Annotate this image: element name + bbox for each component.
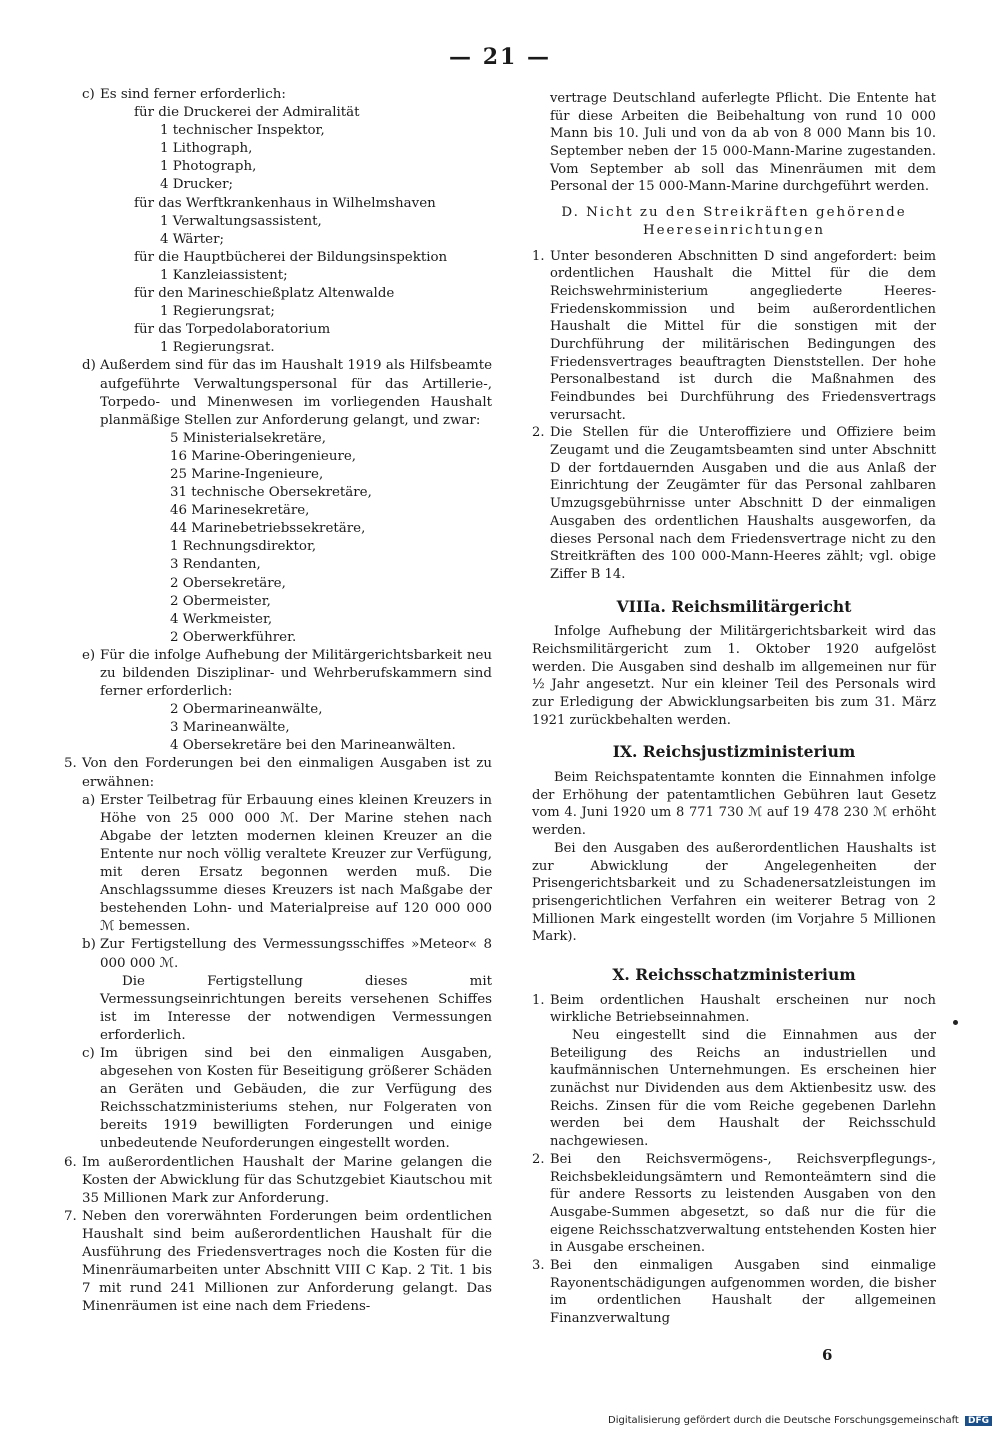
item-x2 [532, 1151, 936, 1257]
item-d-label: d) [82, 358, 96, 374]
item-5c [82, 1045, 492, 1154]
item-x3-label: 3. [532, 1257, 545, 1273]
item-x2-label: 2. [532, 1151, 545, 1167]
item-c-list-line: 1 Kanzleiassistent; [160, 267, 288, 283]
item-e-list-line: 2 Obermarineanwälte, [170, 702, 323, 718]
item-e-list-line: 4 Obersekretäre bei den Marineanwälten. [170, 738, 456, 754]
item-d-list-line: 25 Marine-Ingenieure, [170, 466, 324, 482]
item-c-list-line: für den Marineschießplatz Altenwalde [134, 286, 395, 302]
item-d-list-line: 4 Werkmeister, [170, 611, 273, 627]
item-d-list-line: 44 Marinebetriebssekretäre, [170, 521, 366, 537]
item-d1-label: 1. [532, 248, 545, 264]
item-c-list-line: 1 technischer Inspektor, [160, 123, 325, 139]
right-column [532, 90, 936, 1328]
section-d-heading-line2: Heereseinrichtungen [642, 222, 826, 238]
item-d-list-line: 5 Ministerialsekretäre, [170, 430, 326, 446]
item-c-list-line: für die Druckerei der Admiralität [134, 105, 360, 121]
item-d-list-line: 16 Marine-Oberingenieure, [170, 448, 357, 464]
digitization-footer [608, 1415, 992, 1426]
item-d1-text: Unter besonderen Abschnitten D sind angefordert: beim ordentlichen Haushalt die Mittel für die dem Reichswehrministerium angegliederte Heeres-Friedenskommission und beim außerordentlichen Haushalt die Mittel für die sonstigen mit der Durchführung der militärischen Bedingungen des Friedensvertrages beauftragten Dienststellen. Der hohe Personalbestand ist durch die Maßnahmen des Feindbundes bei Durchführung des Friedensvertrags verursacht. [550, 248, 936, 423]
item-d-text: Außerdem sind für das im Haushalt 1919 als Hilfsbeamte aufgeführte Verwaltungspersonal für das Artillerie-, Torpedo- und Minenwesen im vorliegenden Haushalt planmäßige Stellen zur Anforderung gelangt, und zwar: [100, 358, 492, 428]
item-5-label: 5. [64, 756, 77, 772]
item-d-list-line: 2 Oberwerkführer. [170, 629, 297, 645]
item-c-list-line: 4 Drucker; [160, 177, 233, 193]
item-d2-label: 2. [532, 425, 545, 441]
item-5b [82, 936, 492, 1045]
item-5c-text: Im übrigen sind bei den einmaligen Ausgaben, abgesehen von Kosten für Beseitigung größerer Schäden an Geräten und Gebäuden, die zur Verfügung des Reichsschatzministeriums stehen, nur Folgeraten von bereits 1919 bewilligten Forderungen und einige unbedeutende Neuforderungen eingestellt worden. [100, 1045, 492, 1152]
item-x1 [532, 992, 936, 1151]
item-c-list-line: für das Torpedolaboratorium [134, 322, 331, 338]
section-viiia-text: Infolge Aufhebung der Militärgerichtsbarkeit wird das Reichsmilitärgericht zum 1. Oktober 1920 aufgelöst werden. Die Ausgaben sind deshalb im allgemeinen nur für ½ Jahr angesetzt. Nur ein kleiner Teil des Personals wird zur Erledigung der Abwicklungsarbeiten bis zum 31. März 1921 zurückbehalten werden. [532, 624, 936, 728]
item-c-list-line: 1 Verwaltungsassistent, [160, 213, 322, 229]
item-5a-text: Erster Teilbetrag für Erbauung eines kleinen Kreuzers in Höhe von 25 000 000 ℳ. Der Marine stehen nach Abgabe der letzten modernen kleinen Kreuzer an die Entente nur noch völlig veraltete Kreuzer zur Verfügung, mit deren Ersatz begonnen werden muß. Die Anschlagssumme dieses Kreuzers ist nach Maßgabe der bestehenden Lohn- und Materialpreise auf 120 000 000 ℳ bemessen. [100, 792, 492, 935]
signature-mark: 6 [822, 1346, 833, 1364]
item-x3 [532, 1257, 936, 1328]
item-x3-text: Bei den einmaligen Ausgaben sind einmalige Rayonentschädigungen aufgenommen worden, die bisher im ordentlichen Haushalt der allgemeinen Finanzverwaltung [550, 1257, 936, 1326]
item-c-list [100, 104, 492, 357]
left-column [64, 86, 492, 1316]
item-x1-label: 1. [532, 992, 545, 1008]
item-c-list-line: 1 Regierungsrat; [160, 304, 275, 320]
item-e [82, 647, 492, 756]
item-d-list-line: 31 technische Obersekretäre, [170, 485, 372, 501]
section-d-heading-line1: D. Nicht zu den Streikräften gehörende [561, 205, 907, 221]
dfg-logo: DFG [965, 1416, 992, 1426]
page-number: — 21 — [449, 44, 551, 70]
item-5a-label: a) [82, 792, 96, 808]
item-d-list-line: 2 Obermeister, [170, 593, 271, 609]
item-c-label: c) [82, 87, 95, 102]
section-ix-text2: Bei den Ausgaben des außerordentlichen Haushalts ist zur Abwicklung der Angelegenheiten der Prisengerichtsbarkeit und zu Schadenersatzleistungen im prisengerichtlichen Verfahren ein weiterer Betrag von 2 Millionen Mark eingestellt worden (im Vorjahre 5 Millionen Mark). [532, 840, 936, 945]
item-c-list-line: 1 Regierungsrat. [160, 340, 275, 356]
item-7 [64, 1208, 492, 1317]
item-e-list [100, 701, 492, 755]
item-d-list-line: 1 Rechnungsdirektor, [170, 539, 317, 555]
item-7-label: 7. [64, 1208, 77, 1224]
item-d2 [532, 424, 936, 583]
item-c [82, 86, 492, 357]
item-e-label: e) [82, 647, 96, 663]
item-d-list-line: 3 Rendanten, [170, 557, 261, 573]
item-c-list-line: 1 Photograph, [160, 159, 257, 175]
item-c-list-line: 1 Lithograph, [160, 141, 253, 157]
item-e-list-line: 3 Marineanwälte, [170, 720, 290, 736]
item-x1-text: Beim ordentlichen Haushalt erscheinen nur noch wirkliche Betriebseinnahmen. [550, 992, 936, 1026]
item-d2-text: Die Stellen für die Unteroffiziere und Offiziere beim Zeugamt und die Zeugamtsbeamten sind unter Abschnitt D der fortdauernden Ausgaben und die aus Anlaß der Einrichtung der Zeugämter für das Personal zahlbaren Umzugsgebührnisse unter Abschnitt D der einmaligen Ausgaben des ordentlichen Haushalts ausgeworfen, da dieses Personal nach dem Friedensvertrage nicht zu den Streitkräften des 100 000-Mann-Heeres zählt; vgl. obige Ziffer B 14. [550, 425, 936, 582]
section-x-heading: X. Reichsschatzministerium [612, 964, 856, 984]
item-c-list-line: für die Hauptbücherei der Bildungsinspektion [134, 249, 448, 265]
item-5c-label: c) [82, 1045, 95, 1061]
item-5b-label: b) [82, 937, 96, 953]
item-d-list-line: 2 Obersekretäre, [170, 575, 286, 591]
item-5b-text: Zur Fertigstellung des Vermessungsschiffes »Meteor« 8 000 000 ℳ. [100, 937, 492, 971]
section-ix-heading: IX. Reichsjustizministerium [612, 742, 856, 762]
item-x1-text2: Neu eingestellt sind die Einnahmen aus der Beteiligung des Reichs an industriellen und kaufmännischen Unternehmungen. Es erscheinen hier zunächst nur Dividenden aus dem Aktienbesitz usw. des Reichs. Zinsen für die vom Reiche gegebenen Darlehn werden bei dem Haushalt der Reichsschuld nachgewiesen. [550, 1028, 936, 1150]
item-c-intro: Es sind ferner erforderlich: [100, 87, 286, 102]
item-e-text: Für die infolge Aufhebung der Militärgerichtsbarkeit neu zu bildenden Disziplinar- und Wehrberufskammern sind ferner erforderlich: [100, 647, 492, 700]
item-d [82, 357, 492, 647]
item-d-list-line: 46 Marinesekretäre, [170, 503, 310, 519]
item-5-text: Von den Forderungen bei den einmaligen Ausgaben ist zu erwähnen: [82, 756, 492, 790]
item-c-list-line: 4 Wärter; [160, 231, 224, 247]
section-viiia-heading: VIIIa. Reichsmilitärgericht [616, 596, 852, 616]
item-x2-text: Bei den Reichsvermögens-, Reichsverpflegungs-, Reichsbekleidungsämtern und Remonteämtern sind die für andere Ressorts zu leistenden Ausgaben von den Ausgabe-Summen abgesetzt, so daß nur die für die eigene Reichsschatzverwaltung entstehenden Kosten hier in Ausgabe erscheinen. [550, 1151, 936, 1256]
margin-dot-mark [953, 1020, 958, 1025]
item-d-list [100, 430, 492, 647]
item-d1 [532, 248, 936, 425]
item-c-list-line: für das Werftkrankenhaus in Wilhelmshaven [134, 195, 436, 211]
continuation-text: vertrage Deutschland auferlegte Pflicht. Die Entente hat für diese Arbeiten die Beibehaltung von rund 10 000 Mann bis 10. Juli und von da ab von 8 000 Mann bis 10. September neben der 15 000-Mann-Marine zugestanden. Vom September ab soll das Minenräumen mit dem Personal der 15 000-Mann-Marine durchgeführt werden. [550, 91, 936, 195]
item-5 [64, 755, 492, 791]
item-6-text: Im außerordentlichen Haushalt der Marine gelangen die Kosten der Abwicklung für das Schutzgebiet Kiautschou mit 35 Millionen Mark zur Anforderung. [82, 1154, 492, 1206]
section-ix-text1: Beim Reichspatentamte konnten die Einnahmen infolge der Erhöhung der patentamtlichen Gebühren laut Gesetz vom 4. Juni 1920 um 8 771 730 ℳ auf 19 478 230 ℳ erhöht werden. [532, 770, 936, 839]
item-5b-text2: Die Fertigstellung dieses mit Vermessungseinrichtungen bereits versehenen Schiffes ist im Interesse der notwendigen Vermessungen erforderlich. [100, 973, 492, 1043]
item-6 [64, 1154, 492, 1208]
footer-text: Digitalisierung gefördert durch die Deutsche Forschungsgemeinschaft [608, 1415, 959, 1426]
item-5a [82, 792, 492, 937]
item-7-text: Neben den vorerwähnten Forderungen beim ordentlichen Haushalt sind beim außerordentlichen Haushalt für die Ausführung des Friedensvertrages noch die Kosten für die Minenräumarbeiten unter Abschnitt VIII C Kap. 2 Tit. 1 bis 7 mit rund 241 Millionen zur Anforderung gelangt. Das Minenräumen ist eine nach dem Friedens- [82, 1208, 492, 1315]
item-6-label: 6. [64, 1154, 77, 1170]
